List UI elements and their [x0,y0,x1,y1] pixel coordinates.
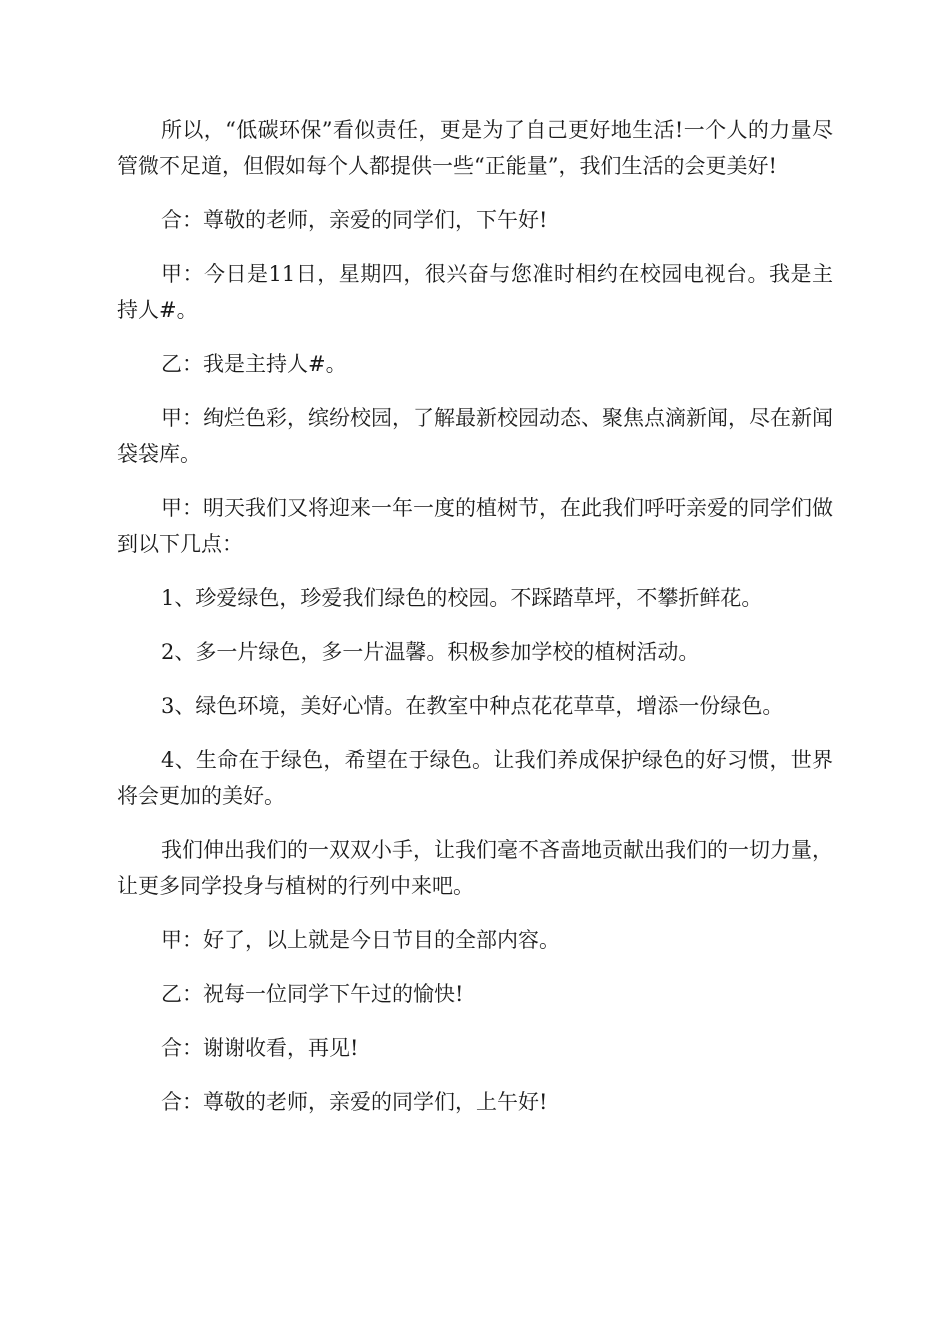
paragraph-greeting-afternoon: 合：尊敬的老师，亲爱的同学们，下午好! [161,208,548,232]
list-item-3: 3、绿色环境，美好心情。在教室中种点花花草草，增添一份绿色。 [161,694,784,718]
paragraph-hands-appeal: 我们伸出我们的一双双小手，让我们毫不吝啬地贡献出我们的一切力量，让更多同学投身与植树的行列中来吧。 [117,838,833,898]
paragraph-goodbye: 合：谢谢收看，再见! [161,1036,359,1060]
paragraph-low-carbon: 所以，“低碳环保”看似责任，更是为了自己更好地生活!一个人的力量尽管微不足道，但假如每个人都提供一些“正能量”，我们生活的会更美好! [117,118,833,178]
list-item-1: 1、珍爱绿色，珍爱我们绿色的校园。不踩踏草坪，不攀折鲜花。 [161,586,763,610]
paragraph-arbor-day-call: 甲：明天我们又将迎来一年一度的植树节，在此我们呼吁亲爱的同学们做到以下几点： [117,496,833,556]
list-item-4: 4、生命在于绿色，希望在于绿色。让我们养成保护绿色的好习惯，世界将会更加的美好。 [117,748,833,808]
paragraph-host-a-intro: 甲：今日是11日，星期四，很兴奋与您准时相约在校园电视台。我是主持人#。 [117,262,833,322]
document-body [117,112,833,1138]
paragraph-host-b-intro: 乙：我是主持人#。 [161,352,347,376]
paragraph-host-a-closing: 甲：好了，以上就是今日节目的全部内容。 [161,928,560,952]
list-item-2: 2、多一片绿色，多一片温馨。积极参加学校的植树活动。 [161,640,700,664]
paragraph-host-b-wish: 乙：祝每一位同学下午过的愉快! [161,982,464,1006]
paragraph-greeting-morning: 合：尊敬的老师，亲爱的同学们，上午好! [161,1090,548,1114]
paragraph-news-slogan: 甲：绚烂色彩，缤纷校园，了解最新校园动态、聚焦点滴新闻，尽在新闻袋袋库。 [117,406,833,466]
